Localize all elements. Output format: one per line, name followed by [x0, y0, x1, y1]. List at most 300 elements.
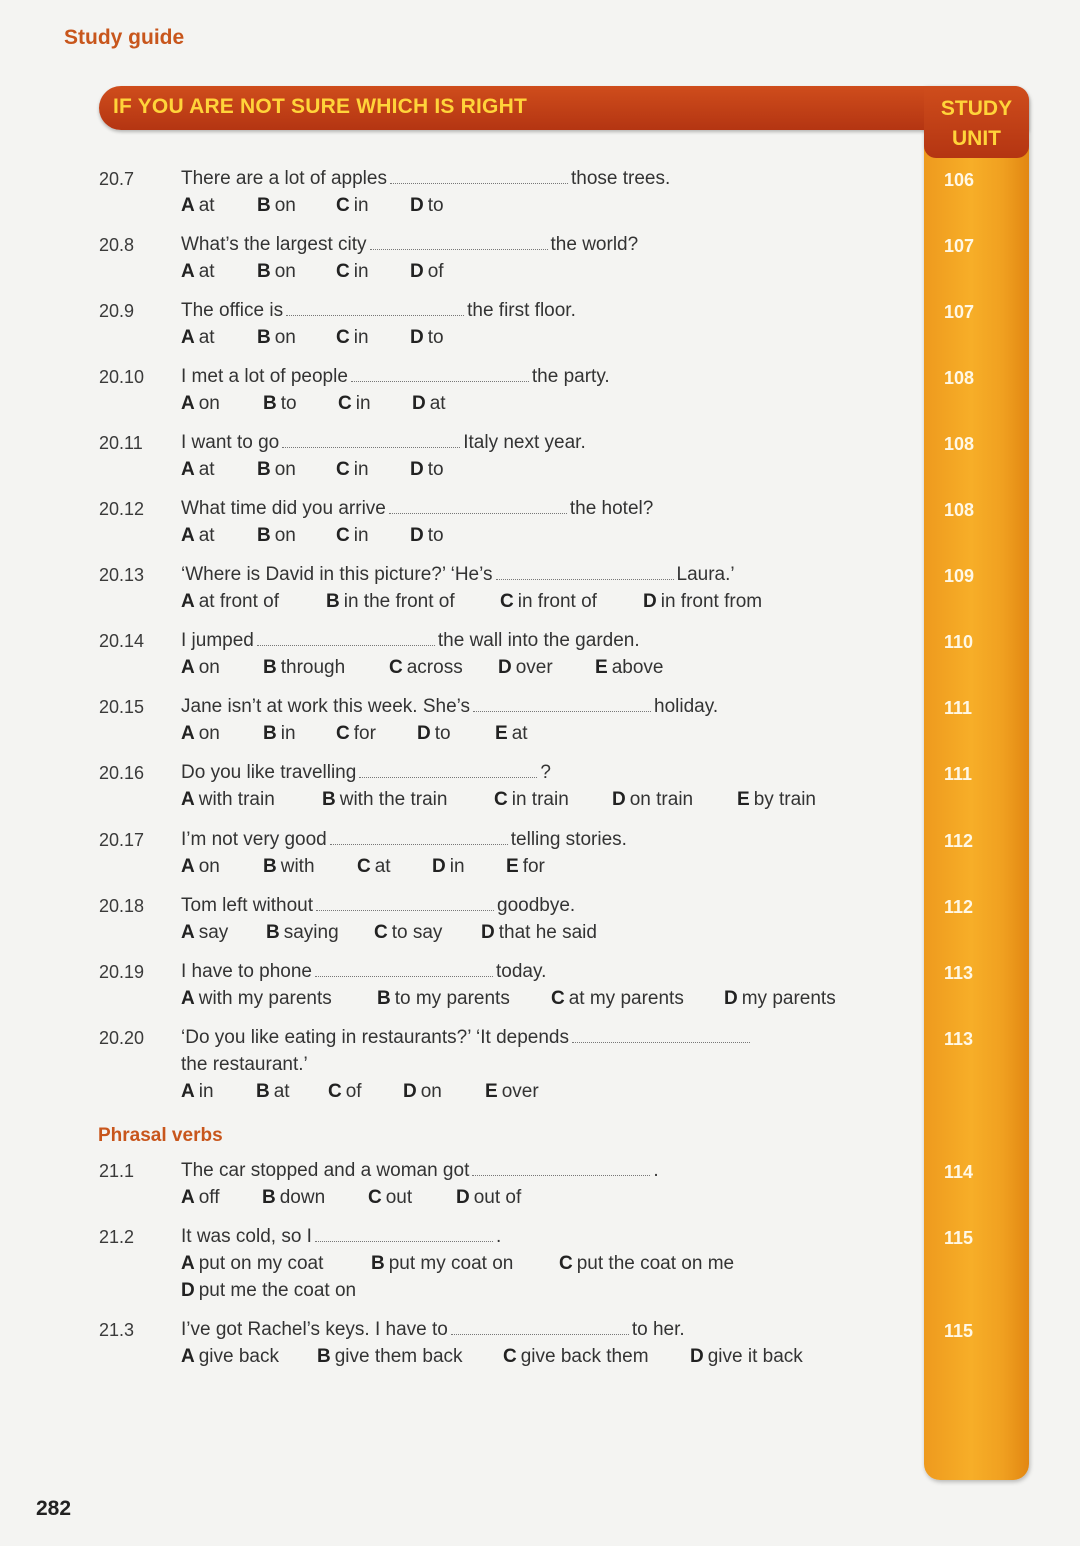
option-letter: A [181, 1253, 195, 1274]
option-text: at [198, 525, 215, 546]
option-text: at [198, 327, 215, 348]
study-unit-header [924, 86, 1029, 158]
question-number: 20.9 [99, 301, 135, 321]
question-text-before: I’m not very good [181, 829, 327, 850]
answer-option [322, 789, 447, 811]
answer-option [263, 723, 296, 745]
answer-option [181, 1280, 356, 1302]
answer-blank [257, 631, 435, 646]
answer-option [498, 657, 553, 679]
option-letter: C [368, 1187, 382, 1208]
question-text-after: ? [540, 762, 551, 783]
option-text: at [198, 261, 215, 282]
study-unit-number: 112 [944, 831, 974, 851]
page-number: 282 [36, 1497, 72, 1520]
answer-option [262, 1187, 325, 1209]
option-letter: C [551, 988, 565, 1009]
question-text-before: Tom left without [181, 895, 313, 916]
option-letter: A [181, 1346, 195, 1367]
option-text: on [198, 723, 220, 744]
option-letter: A [181, 856, 195, 877]
answer-option [181, 1187, 220, 1209]
answer-option [377, 988, 510, 1010]
option-text: give back them [520, 1346, 649, 1367]
option-text: in front of [517, 591, 597, 612]
answer-option [412, 393, 446, 415]
option-text: for [353, 723, 376, 744]
question-text [181, 762, 551, 784]
option-letter: D [410, 327, 424, 348]
answer-option [432, 856, 465, 878]
question-text-before: What time did you arrive [181, 498, 386, 519]
answer-option [336, 525, 369, 547]
answer-option [336, 327, 369, 349]
option-text: on [198, 393, 220, 414]
option-letter: C [389, 657, 403, 678]
question-text [181, 829, 627, 851]
answer-option [181, 922, 228, 944]
answer-option [263, 657, 345, 679]
option-text: put me the coat on [198, 1280, 357, 1301]
option-letter: D [498, 657, 512, 678]
question-text-before: Do you like travelling [181, 762, 357, 783]
option-letter: A [181, 1187, 195, 1208]
answer-blank [472, 1161, 650, 1176]
question-text [181, 432, 586, 454]
option-letter: A [181, 657, 195, 678]
option-letter: B [326, 591, 340, 612]
question-number: 20.18 [99, 896, 145, 916]
option-letter: B [257, 261, 271, 282]
question-text-after: the first floor. [467, 300, 576, 321]
question-number: 20.10 [99, 367, 145, 387]
option-text: of [345, 1081, 362, 1102]
option-letter: D [481, 922, 495, 943]
answer-blank [390, 169, 568, 184]
option-letter: A [181, 393, 195, 414]
study-unit-number: 113 [944, 963, 974, 983]
question-text-after: Laura.’ [676, 564, 735, 585]
answer-option [181, 1346, 279, 1368]
answer-option [256, 1081, 290, 1103]
answer-option [338, 393, 371, 415]
option-text: at [374, 856, 391, 877]
option-letter: B [257, 327, 271, 348]
option-letter: A [181, 591, 195, 612]
question-number: 20.17 [99, 830, 145, 850]
option-letter: D [410, 261, 424, 282]
question-text-before: I met a lot of people [181, 366, 348, 387]
option-text: put the coat on me [576, 1253, 735, 1274]
option-text: on [274, 459, 296, 480]
option-text: with the train [339, 789, 448, 810]
option-text: give back [198, 1346, 280, 1367]
answer-option [181, 393, 220, 415]
question-text [181, 1226, 501, 1248]
answer-option [389, 657, 463, 679]
question-text [181, 1160, 659, 1182]
option-text: in [353, 327, 369, 348]
option-letter: B [257, 195, 271, 216]
option-text: give it back [707, 1346, 803, 1367]
study-unit-number: 107 [944, 236, 975, 256]
answer-option [737, 789, 816, 811]
question-text-after: the hotel? [569, 498, 654, 519]
answer-option [326, 591, 455, 613]
option-letter: D [410, 525, 424, 546]
option-text: at front of [198, 591, 280, 612]
option-text: to [434, 723, 451, 744]
question-text-after: goodbye. [497, 895, 576, 916]
option-letter: A [181, 195, 195, 216]
question-text-after: . [495, 1226, 502, 1247]
answer-blank [351, 367, 529, 382]
study-unit-number: 113 [944, 1029, 974, 1049]
option-letter: B [263, 723, 277, 744]
option-letter: A [181, 327, 195, 348]
study-unit-number: 108 [944, 434, 975, 454]
option-letter: B [256, 1081, 270, 1102]
answer-option [263, 856, 315, 878]
answer-option [181, 591, 279, 613]
question-text-before: ‘Do you like eating in restaurants?’ ‘It depends [181, 1027, 569, 1048]
option-text: with [280, 856, 315, 877]
option-letter: E [737, 789, 750, 810]
question-text [181, 498, 653, 520]
option-text: across [406, 657, 463, 678]
study-unit-number: 109 [944, 566, 975, 586]
study-label: STUDY [940, 97, 1013, 120]
option-letter: A [181, 525, 195, 546]
option-text: of [427, 261, 444, 282]
question-text-before: It was cold, so I [181, 1226, 312, 1247]
answer-option [181, 723, 220, 745]
answer-blank [316, 896, 494, 911]
option-letter: A [181, 922, 195, 943]
option-text: for [522, 856, 545, 877]
question-text-before: I jumped [181, 630, 254, 651]
option-letter: C [336, 723, 350, 744]
answer-option [257, 525, 296, 547]
question-text-after: to her. [631, 1319, 685, 1340]
answer-option [368, 1187, 412, 1209]
option-letter: D [417, 723, 431, 744]
option-letter: C [336, 525, 350, 546]
question-text-before: ‘Where is David in this picture?’ ‘He’s [181, 564, 493, 585]
question-text [181, 630, 640, 652]
question-number: 20.16 [99, 763, 145, 783]
section-heading: Phrasal verbs [98, 1125, 223, 1146]
option-letter: C [503, 1346, 517, 1367]
answer-option [266, 922, 339, 944]
option-letter: C [336, 195, 350, 216]
option-letter: B [377, 988, 391, 1009]
title-banner [99, 86, 1029, 130]
answer-option [410, 195, 444, 217]
option-text: saying [283, 922, 339, 943]
answer-option [500, 591, 597, 613]
answer-option [374, 922, 442, 944]
question-text-after: . [653, 1160, 659, 1181]
option-letter: D [432, 856, 446, 877]
option-letter: E [506, 856, 519, 877]
answer-option [181, 1081, 214, 1103]
answer-option [503, 1346, 649, 1368]
option-text: put my coat on [388, 1253, 514, 1274]
study-unit-number: 111 [944, 764, 973, 784]
answer-option [551, 988, 684, 1010]
question-text [181, 1027, 753, 1049]
option-text: through [280, 657, 346, 678]
answer-blank [370, 235, 548, 250]
question-text [181, 696, 718, 718]
option-text: down [279, 1187, 326, 1208]
option-letter: B [262, 1187, 276, 1208]
option-letter: E [485, 1081, 498, 1102]
question-text [181, 564, 735, 586]
answer-option [336, 459, 369, 481]
option-letter: D [412, 393, 426, 414]
option-letter: D [643, 591, 657, 612]
study-unit-number: 108 [944, 368, 975, 388]
option-text: in [353, 525, 369, 546]
option-letter: D [456, 1187, 470, 1208]
answer-option [506, 856, 545, 878]
question-number: 21.1 [99, 1161, 135, 1181]
answer-option [612, 789, 693, 811]
option-text: in [198, 1081, 214, 1102]
option-letter: C [336, 327, 350, 348]
question-number: 20.15 [99, 697, 145, 717]
study-unit-number: 110 [944, 632, 974, 652]
question-number: 20.12 [99, 499, 145, 519]
answer-blank [330, 830, 508, 845]
answer-option [724, 988, 836, 1010]
option-letter: D [410, 459, 424, 480]
question-text-after: holiday. [654, 696, 719, 717]
answer-option [181, 988, 332, 1010]
option-text: to [427, 327, 444, 348]
answer-blank [389, 499, 567, 514]
option-letter: B [317, 1346, 331, 1367]
question-text [181, 1319, 685, 1341]
question-text [181, 234, 638, 256]
question-number: 20.7 [99, 169, 135, 189]
question-text-before: I have to phone [181, 961, 312, 982]
answer-option [181, 459, 215, 481]
question-text [181, 366, 610, 388]
answer-option [410, 459, 444, 481]
answer-option [336, 195, 369, 217]
question-text-before: Jane isn’t at work this week. She’s [181, 696, 471, 717]
option-letter: B [266, 922, 280, 943]
answer-option [181, 195, 215, 217]
answer-option [263, 393, 297, 415]
answer-option [417, 723, 451, 745]
option-text: in front from [660, 591, 763, 612]
answer-option [690, 1346, 803, 1368]
study-unit-number: 111 [944, 698, 973, 718]
question-text-before: There are a lot of apples [181, 168, 387, 189]
option-text: give them back [334, 1346, 463, 1367]
study-unit-number: 108 [944, 500, 975, 520]
option-text: to [427, 459, 444, 480]
answer-option [410, 261, 444, 283]
answer-option [181, 657, 220, 679]
option-text: with train [198, 789, 275, 810]
option-text: on [198, 856, 220, 877]
answer-option [371, 1253, 513, 1275]
answer-option [481, 922, 597, 944]
answer-blank [286, 301, 464, 316]
answer-option [494, 789, 569, 811]
answer-option [181, 327, 215, 349]
answer-option [257, 327, 296, 349]
question-text-after: today. [496, 961, 547, 982]
question-text-before: The car stopped and a woman got [181, 1160, 470, 1181]
option-text: to say [391, 922, 443, 943]
option-letter: D [690, 1346, 704, 1367]
option-letter: A [181, 459, 195, 480]
option-letter: C [336, 261, 350, 282]
option-text: by train [753, 789, 816, 810]
question-number: 21.3 [99, 1320, 135, 1340]
option-text: in train [511, 789, 569, 810]
option-letter: D [403, 1081, 417, 1102]
option-text: on train [629, 789, 694, 810]
study-unit-number: 115 [944, 1228, 974, 1248]
option-letter: C [336, 459, 350, 480]
question-number: 20.13 [99, 565, 145, 585]
answer-option [336, 261, 369, 283]
banner-title: IF YOU ARE NOT SURE WHICH IS RIGHT [113, 95, 527, 118]
question-text-after: the party. [531, 366, 610, 387]
study-unit-number: 107 [944, 302, 975, 322]
study-unit-column [924, 86, 1029, 1480]
option-text: in [355, 393, 371, 414]
option-text: to my parents [394, 988, 510, 1009]
question-text-after: Italy next year. [463, 432, 586, 453]
option-text: say [198, 922, 229, 943]
question-number: 20.8 [99, 235, 135, 255]
option-letter: E [495, 723, 508, 744]
option-text: my parents [741, 988, 836, 1009]
option-letter: E [595, 657, 608, 678]
option-letter: D [410, 195, 424, 216]
option-text: with my parents [198, 988, 332, 1009]
answer-option [559, 1253, 734, 1275]
option-letter: A [181, 1081, 195, 1102]
option-text: that he said [498, 922, 597, 943]
question-text-before: I want to go [181, 432, 280, 453]
option-text: on [274, 327, 296, 348]
option-text: in [449, 856, 465, 877]
question-text-after: telling stories. [510, 829, 627, 850]
option-text: above [611, 657, 664, 678]
option-text: to [427, 525, 444, 546]
option-text: over [515, 657, 553, 678]
option-text: at my parents [568, 988, 684, 1009]
answer-blank [496, 565, 674, 580]
option-text: on [274, 195, 296, 216]
answer-blank [359, 763, 537, 778]
answer-option [328, 1081, 362, 1103]
option-letter: A [181, 988, 195, 1009]
option-letter: A [181, 789, 195, 810]
answer-option [495, 723, 528, 745]
option-letter: C [338, 393, 352, 414]
option-letter: B [322, 789, 336, 810]
question-text [181, 961, 546, 983]
answer-option [181, 261, 215, 283]
option-letter: C [357, 856, 371, 877]
option-text: over [501, 1081, 539, 1102]
question-text [181, 300, 576, 322]
answer-option [181, 525, 215, 547]
question-number: 20.14 [99, 631, 145, 651]
option-letter: C [328, 1081, 342, 1102]
option-text: in [353, 261, 369, 282]
question-number: 20.19 [99, 962, 145, 982]
option-text: on [274, 261, 296, 282]
option-text: to [427, 195, 444, 216]
guide-title: Study guide [64, 26, 185, 49]
answer-option [181, 1253, 323, 1275]
answer-option [257, 195, 296, 217]
answer-option [257, 459, 296, 481]
option-text: at [273, 1081, 290, 1102]
question-text-after: those trees. [570, 168, 671, 189]
answer-option [317, 1346, 463, 1368]
option-letter: D [181, 1280, 195, 1301]
answer-option [181, 789, 275, 811]
option-text: at [198, 459, 215, 480]
option-letter: C [494, 789, 508, 810]
option-text: to [280, 393, 297, 414]
answer-option [485, 1081, 539, 1103]
answer-option [643, 591, 762, 613]
answer-option [181, 856, 220, 878]
question-number: 21.2 [99, 1227, 135, 1247]
option-letter: B [263, 393, 277, 414]
answer-option [257, 261, 296, 283]
option-letter: B [371, 1253, 385, 1274]
answer-option [410, 327, 444, 349]
answer-option [456, 1187, 521, 1209]
option-text: at [198, 195, 215, 216]
answer-blank [572, 1028, 750, 1043]
option-letter: A [181, 723, 195, 744]
option-text: out [385, 1187, 413, 1208]
option-text: off [198, 1187, 220, 1208]
option-text: out of [473, 1187, 522, 1208]
study-unit-number: 106 [944, 170, 975, 190]
answer-blank [473, 697, 651, 712]
option-text: in the front of [343, 591, 455, 612]
study-unit-number: 114 [944, 1162, 974, 1182]
answer-option [595, 657, 663, 679]
question-number: 20.11 [99, 433, 143, 453]
question-text-before: I’ve got Rachel’s keys. I have to [181, 1319, 448, 1340]
question-number: 20.20 [99, 1028, 145, 1048]
question-text [181, 895, 575, 917]
option-letter: C [559, 1253, 573, 1274]
option-letter: C [374, 922, 388, 943]
answer-option [410, 525, 444, 547]
question-text-continued: the restaurant.’ [181, 1054, 308, 1075]
unit-label: UNIT [952, 127, 1001, 150]
study-unit-number: 115 [944, 1321, 974, 1341]
